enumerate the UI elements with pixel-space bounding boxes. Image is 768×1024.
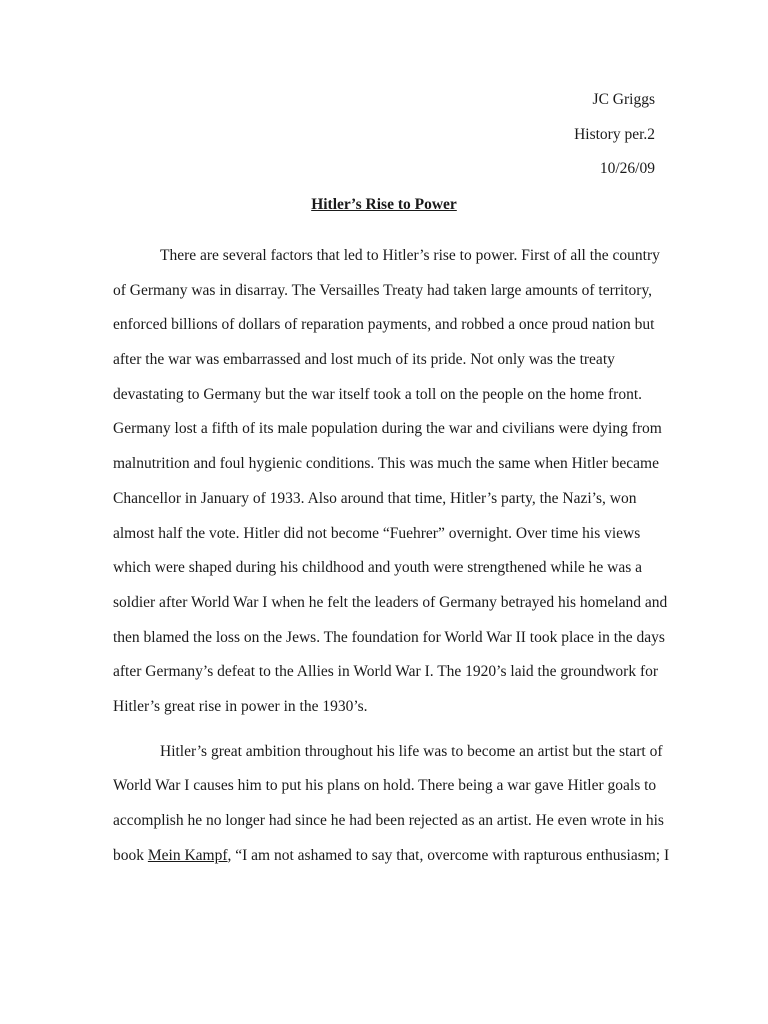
document-header [574,88,655,192]
text-line: after Germany’s defeat to the Allies in World War I. The 1920’s laid the groundwork for [113,663,659,681]
document-title: Hitler’s Rise to Power [311,196,457,213]
author-name: JC Griggs [592,91,655,108]
paragraph-1 [113,244,668,730]
paragraph-gap [113,730,658,740]
text-line: after the war was embarrassed and lost much of its pride. Not only was the treaty [113,351,615,369]
text-line: accomplish he no longer had since he had been rejected as an artist. He even wrote in his [113,812,664,829]
class-period: History per.2 [574,125,655,143]
text-line: enforced billions of dollars of reparation payments, and robbed a once proud nation but [113,316,655,334]
text-line: which were shaped during his childhood and youth were strengthened while he was a [113,559,643,577]
text-line: almost half the vote. Hitler did not become “Fuehrer” overnight. Over time his views [113,524,641,542]
line-suffix: , “I am not ashamed to say that, overcome with rapturous enthusiasm; I [227,846,670,864]
text-line: Germany lost a fifth of its male population during the war and civilians were dying from [113,420,662,438]
text-line: malnutrition and foul hygienic conditions. This was much the same when Hitler became [113,455,659,473]
book-title: Mein Kampf [147,846,228,864]
text-line: Hitler’s great rise in power in the 1930’s. [113,697,368,715]
text-line: devastating to Germany but the war itself took a toll on the people on the home front. [113,385,643,403]
text-line: soldier after World War I when he felt the leaders of Germany betrayed his homeland and [113,593,668,611]
paragraph-2 [113,740,670,879]
text-line: Chancellor in January of 1933. Also around that time, Hitler’s party, the Nazi’s, won [113,489,637,507]
text-line: Hitler’s great ambition throughout his life was to become an artist but the start of [160,742,663,760]
text-line: of Germany was in disarray. The Versailles Treaty had taken large amounts of territory, [113,281,653,299]
text-line: then blamed the loss on the Jews. The foundation for World War II took place in the days [113,628,665,646]
text-line: There are several factors that led to Hitler’s rise to power. First of all the country [160,247,660,264]
line-prefix: book [113,846,148,864]
document-body [113,244,670,878]
text-line: World War I causes him to put his plans on hold. There being a war gave Hitler goals to [113,777,657,795]
document-date: 10/26/09 [599,160,655,178]
text-line [113,844,670,879]
